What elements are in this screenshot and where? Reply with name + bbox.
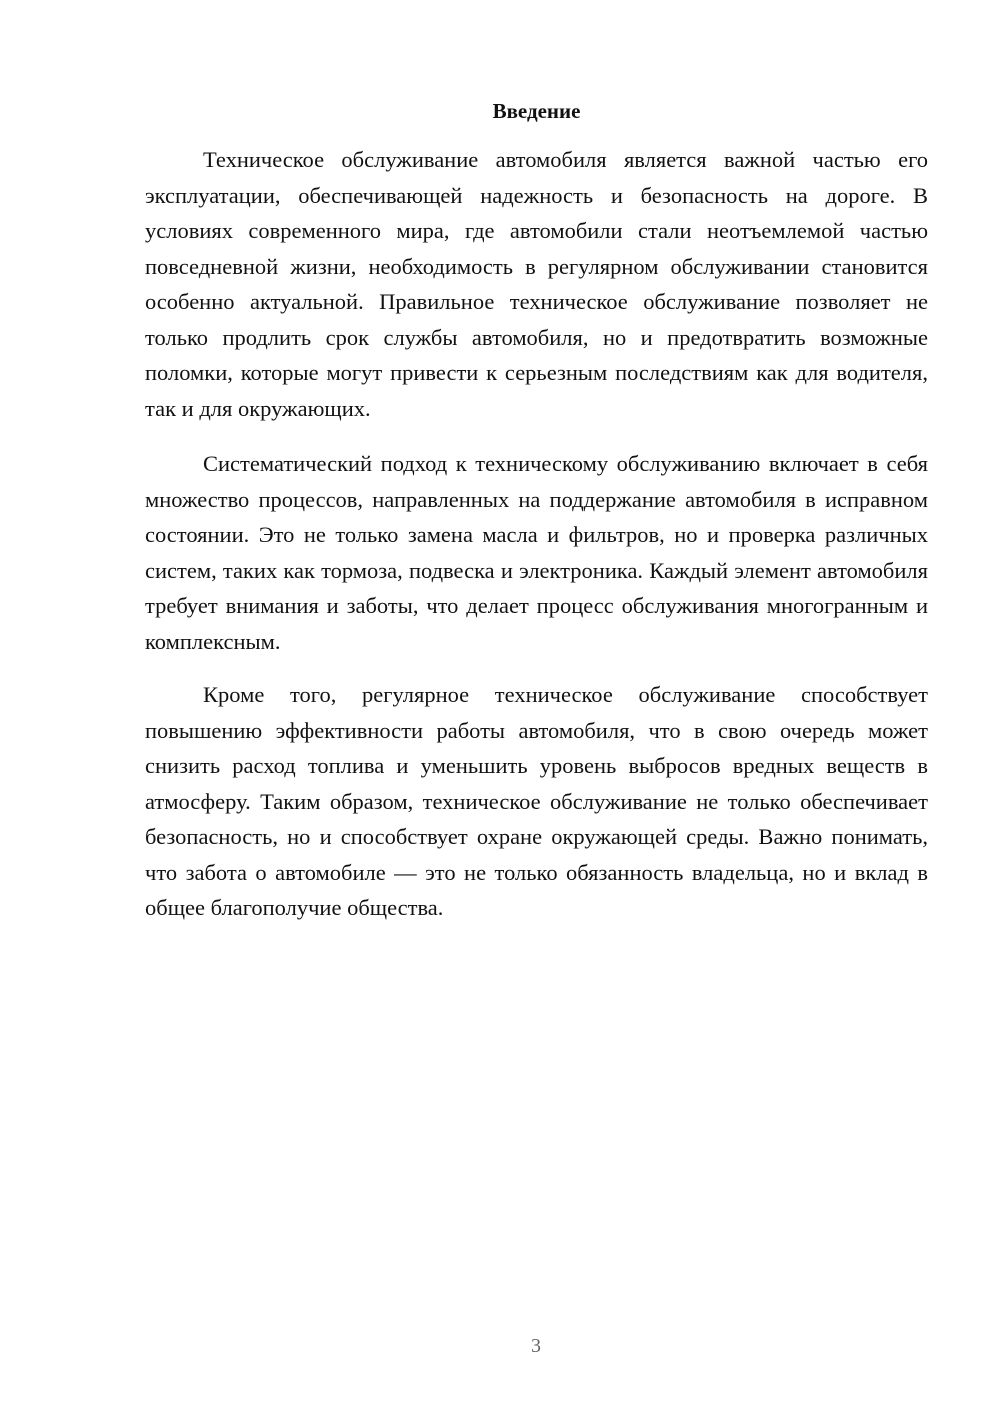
section-title: Введение — [492, 99, 581, 123]
paragraph-3: Кроме того, регулярное техническое обслуживание способствует повышению эффективности работы автомобиля, что в свою очередь может снизить расход топлива и уменьшить уровень выбросов вредных веществ в атмосферу. Таким образом, техническое обслуживание не только обеспечивает безопасность, но и способствует охране окружающей среды. Важно понимать, что забота о автомобиле — это не только обязанность владельца, но и вклад в общее благополучие общества. — [145, 682, 928, 920]
page-number: 3 — [531, 1335, 541, 1357]
paragraph-1: Техническое обслуживание автомобиля является важной частью его эксплуатации, обеспечивающей надежность и безопасность на дороге. В условиях современного мира, где автомобили стали неотъемлемой частью повседневной жизни, необходимость в регулярном обслуживании становится особенно актуальной. Правильное техническое обслуживание позволяет не только продлить срок службы автомобиля, но и предотвратить возможные поломки, которые могут привести к серьезным последствиям как для водителя, так и для окружающих. — [145, 147, 928, 421]
paragraph-2: Систематический подход к техническому обслуживанию включает в себя множество процессов, направленных на поддержание автомобиля в исправном состоянии. Это не только замена масла и фильтров, но и проверка различных систем, таких как тормоза, подвеска и электроника. Каждый элемент автомобиля требует внимания и заботы, что делает процесс обслуживания многогранным и комплексным. — [145, 451, 928, 654]
